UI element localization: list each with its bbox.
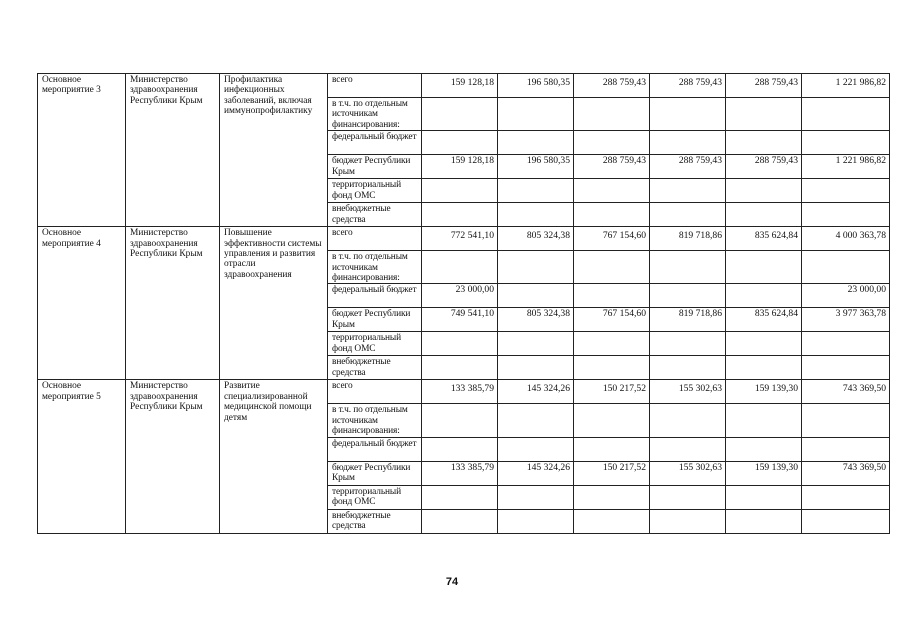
amount-cell — [650, 203, 726, 227]
total-amount-cell — [802, 179, 890, 203]
funding-source-cell: бюджет Республики Крым — [328, 461, 422, 485]
event-cell: Основное мероприятие 3 — [38, 74, 126, 227]
total-amount-cell — [802, 485, 890, 509]
amount-cell — [498, 203, 574, 227]
amount-cell — [422, 509, 498, 533]
amount-cell: 835 624,84 — [726, 227, 802, 251]
amount-cell: 749 541,10 — [422, 308, 498, 332]
amount-cell — [498, 485, 574, 509]
funding-source-cell: в т.ч. по отдельным источникам финансирования: — [328, 98, 422, 131]
amount-cell — [574, 98, 650, 131]
amount-cell — [726, 485, 802, 509]
amount-cell — [574, 485, 650, 509]
amount-cell: 159 139,30 — [726, 461, 802, 485]
amount-cell — [574, 284, 650, 308]
event-cell: Основное мероприятие 5 — [38, 380, 126, 533]
amount-cell: 133 385,79 — [422, 461, 498, 485]
amount-cell — [422, 98, 498, 131]
funding-source-cell: федеральный бюджет — [328, 284, 422, 308]
amount-cell — [726, 251, 802, 284]
total-amount-cell: 3 977 363,78 — [802, 308, 890, 332]
funding-source-cell: всего — [328, 227, 422, 251]
amount-cell: 288 759,43 — [650, 74, 726, 98]
funding-source-cell: территориальный фонд ОМС — [328, 485, 422, 509]
amount-cell — [574, 404, 650, 437]
funding-source-cell: в т.ч. по отдельным источникам финансирования: — [328, 251, 422, 284]
description-cell: Развитие специализированной медицинской помощи детям — [220, 380, 328, 533]
amount-cell — [650, 509, 726, 533]
amount-cell — [422, 332, 498, 356]
description-cell: Повышение эффективности системы управления и развития отрасли здравоохранения — [220, 227, 328, 380]
amount-cell — [726, 284, 802, 308]
amount-cell: 805 324,38 — [498, 227, 574, 251]
amount-cell — [498, 509, 574, 533]
amount-cell: 288 759,43 — [574, 74, 650, 98]
amount-cell — [650, 98, 726, 131]
funding-source-cell: территориальный фонд ОМС — [328, 332, 422, 356]
amount-cell: 772 541,10 — [422, 227, 498, 251]
amount-cell — [650, 131, 726, 155]
amount-cell — [726, 179, 802, 203]
page-number: 74 — [445, 576, 459, 588]
budget-table-body — [38, 74, 890, 534]
table-row — [38, 74, 890, 98]
funding-source-cell: внебюджетные средства — [328, 356, 422, 380]
total-amount-cell: 1 221 986,82 — [802, 74, 890, 98]
total-amount-cell — [802, 251, 890, 284]
total-amount-cell — [802, 98, 890, 131]
total-amount-cell — [802, 203, 890, 227]
total-amount-cell — [802, 332, 890, 356]
funding-source-cell: территориальный фонд ОМС — [328, 179, 422, 203]
amount-cell — [650, 485, 726, 509]
amount-cell — [498, 437, 574, 461]
amount-cell: 196 580,35 — [498, 74, 574, 98]
amount-cell: 159 128,18 — [422, 74, 498, 98]
amount-cell — [498, 356, 574, 380]
amount-cell: 159 139,30 — [726, 380, 802, 404]
amount-cell: 133 385,79 — [422, 380, 498, 404]
amount-cell: 155 302,63 — [650, 461, 726, 485]
amount-cell: 805 324,38 — [498, 308, 574, 332]
funding-source-cell: в т.ч. по отдельным источникам финансирования: — [328, 404, 422, 437]
amount-cell — [422, 179, 498, 203]
amount-cell — [574, 203, 650, 227]
amount-cell — [422, 131, 498, 155]
amount-cell — [422, 356, 498, 380]
amount-cell — [498, 332, 574, 356]
amount-cell — [574, 179, 650, 203]
amount-cell — [650, 332, 726, 356]
amount-cell: 288 759,43 — [726, 74, 802, 98]
amount-cell — [650, 251, 726, 284]
amount-cell — [422, 437, 498, 461]
funding-source-cell: всего — [328, 380, 422, 404]
executor-cell: Министерство здравоохранения Республики Крым — [126, 380, 220, 533]
amount-cell — [726, 131, 802, 155]
total-amount-cell — [802, 356, 890, 380]
funding-source-cell: бюджет Республики Крым — [328, 155, 422, 179]
amount-cell — [726, 509, 802, 533]
amount-cell — [422, 251, 498, 284]
amount-cell — [650, 356, 726, 380]
amount-cell — [498, 179, 574, 203]
amount-cell: 288 759,43 — [726, 155, 802, 179]
description-cell: Профилактика инфекционных заболеваний, включая иммунопрофилактику — [220, 74, 328, 227]
amount-cell — [498, 404, 574, 437]
total-amount-cell: 743 369,50 — [802, 380, 890, 404]
total-amount-cell — [802, 509, 890, 533]
amount-cell — [574, 131, 650, 155]
amount-cell — [574, 509, 650, 533]
amount-cell — [422, 404, 498, 437]
amount-cell — [726, 356, 802, 380]
amount-cell — [422, 485, 498, 509]
funding-source-cell: внебюджетные средства — [328, 203, 422, 227]
amount-cell — [498, 131, 574, 155]
total-amount-cell — [802, 437, 890, 461]
table-row — [38, 380, 890, 404]
total-amount-cell — [802, 131, 890, 155]
funding-source-cell: федеральный бюджет — [328, 437, 422, 461]
amount-cell: 835 624,84 — [726, 308, 802, 332]
amount-cell: 819 718,86 — [650, 227, 726, 251]
amount-cell — [650, 284, 726, 308]
amount-cell — [726, 437, 802, 461]
amount-cell: 288 759,43 — [574, 155, 650, 179]
funding-source-cell: всего — [328, 74, 422, 98]
amount-cell — [574, 356, 650, 380]
amount-cell: 196 580,35 — [498, 155, 574, 179]
executor-cell: Министерство здравоохранения Республики Крым — [126, 227, 220, 380]
amount-cell: 159 128,18 — [422, 155, 498, 179]
total-amount-cell: 1 221 986,82 — [802, 155, 890, 179]
amount-cell — [498, 284, 574, 308]
amount-cell: 145 324,26 — [498, 380, 574, 404]
amount-cell — [726, 404, 802, 437]
table-row — [38, 227, 890, 251]
amount-cell — [726, 332, 802, 356]
funding-source-cell: федеральный бюджет — [328, 131, 422, 155]
funding-source-cell: бюджет Республики Крым — [328, 308, 422, 332]
budget-table — [37, 73, 890, 534]
executor-cell: Министерство здравоохранения Республики Крым — [126, 74, 220, 227]
amount-cell — [650, 404, 726, 437]
total-amount-cell: 23 000,00 — [802, 284, 890, 308]
total-amount-cell: 743 369,50 — [802, 461, 890, 485]
amount-cell — [650, 437, 726, 461]
amount-cell — [498, 251, 574, 284]
amount-cell — [574, 437, 650, 461]
amount-cell: 288 759,43 — [650, 155, 726, 179]
total-amount-cell — [802, 404, 890, 437]
event-cell: Основное мероприятие 4 — [38, 227, 126, 380]
amount-cell: 150 217,52 — [574, 380, 650, 404]
funding-source-cell: внебюджетные средства — [328, 509, 422, 533]
amount-cell: 145 324,26 — [498, 461, 574, 485]
amount-cell — [574, 251, 650, 284]
amount-cell: 819 718,86 — [650, 308, 726, 332]
amount-cell — [650, 179, 726, 203]
amount-cell: 767 154,60 — [574, 308, 650, 332]
amount-cell: 150 217,52 — [574, 461, 650, 485]
amount-cell — [726, 98, 802, 131]
amount-cell — [498, 98, 574, 131]
amount-cell — [574, 332, 650, 356]
amount-cell: 23 000,00 — [422, 284, 498, 308]
amount-cell — [422, 203, 498, 227]
amount-cell: 767 154,60 — [574, 227, 650, 251]
amount-cell — [726, 203, 802, 227]
total-amount-cell: 4 000 363,78 — [802, 227, 890, 251]
amount-cell: 155 302,63 — [650, 380, 726, 404]
